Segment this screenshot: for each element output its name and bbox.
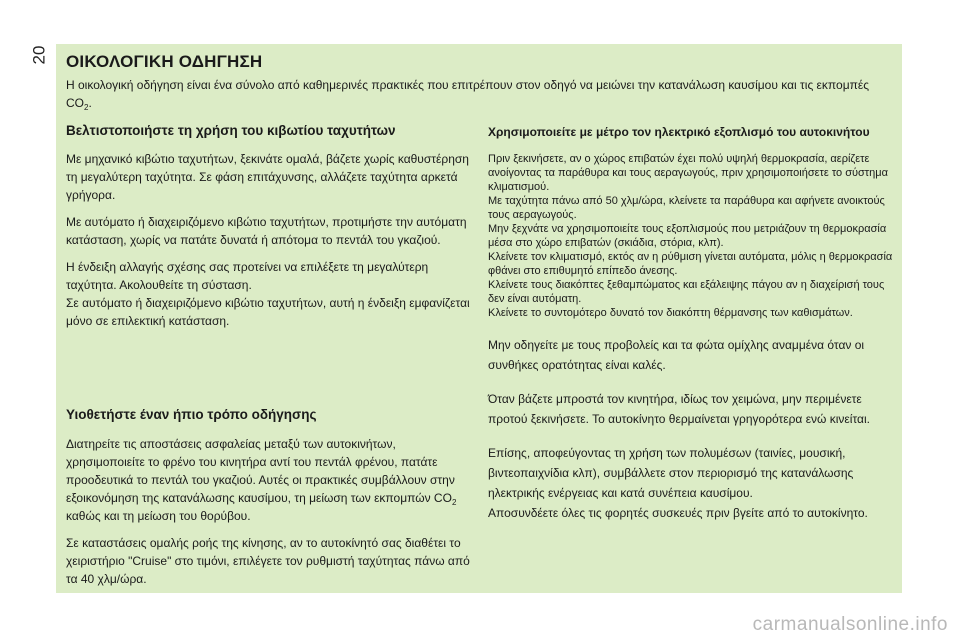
equipment-heading: Χρησιμοποιείτε με μέτρο τον ηλεκτρικό εξοπλισμό του αυτοκινήτου	[488, 125, 870, 139]
content-panel	[56, 44, 902, 593]
equipment-line: Μην ξεχνάτε να χρησιμοποιείτε τους εξοπλισμούς που μετριάζουν τη θερμοκρασία μέσα στο χώρο επιβατών (σκιάδια, στόρια, κλπ).	[488, 223, 887, 249]
driving-section	[66, 435, 471, 597]
equipment-line: Με ταχύτητα πάνω από 50 χλμ/ώρα, κλείνετε τα παράθυρα και αφήνετε ανοικτούς τους αεραγωγούς.	[488, 195, 885, 221]
driving-paragraph-1	[66, 435, 471, 525]
intro-end: .	[88, 96, 92, 110]
driving-paragraph-1-end: καθώς και τη μείωση του θορύβου.	[66, 509, 251, 523]
watermark: carmanualsonline.info	[752, 614, 948, 635]
headlights-paragraph: Μην οδηγείτε με τους προβολείς και τα φώτα ομίχλης αναμμένα όταν οι συνθήκες ορατότητας είναι καλές.	[488, 338, 865, 372]
devices-paragraph: Αποσυνδέετε όλες τις φορητές συσκευές πριν βγείτε από το αυτοκίνητο.	[488, 506, 868, 520]
driving-paragraph-1-subscript: 2	[451, 498, 457, 507]
equipment-line: Κλείνετε τον κλιματισμό, εκτός αν η ρύθμιση γίνεται αυτόματα, μόλις η θερμοκρασία φθάνει στο επιθυμητό επίπεδο άνεσης.	[488, 251, 893, 277]
page-number: 20	[29, 45, 49, 65]
right-paragraphs	[488, 335, 896, 523]
driving-paragraph-2: Σε καταστάσεις ομαλής ροής της κίνησης, αν το αυτοκίνητό σας διαθέτει το χειριστήριο "Cruise" στο τιμόνι, επιλέγετε τον ρυθμιστή ταχύτητας πάνω από τα 40 χλμ/ώρα.	[66, 536, 470, 586]
gearbox-section	[66, 150, 471, 330]
page-title: ΟΙΚΟΛΟΓΙΚΗ ΟΔΗΓΗΣΗ	[66, 52, 263, 71]
intro-paragraph	[66, 76, 896, 112]
gearbox-paragraph-2: Με αυτόματο ή διαχειριζόμενο κιβώτιο ταχυτήτων, προτιμήστε την αυτόματη κατάσταση, χωρίς να πατάτε δυνατά ή απότομα το πεντάλ του γκαζιού.	[66, 215, 467, 247]
equipment-line: Κλείνετε το συντομότερο δυνατό τον διακόπτη θέρμανσης των καθισμάτων.	[488, 307, 853, 319]
equipment-list	[488, 152, 896, 320]
engine-paragraph: Όταν βάζετε μπροστά τον κινητήρα, ιδίως τον χειμώνα, μην περιμένετε προτού ξεκινήσετε. Το αυτοκίνητο θερμαίνεται γρηγορότερα ενώ κινείται.	[488, 392, 870, 426]
intro-subscript: 2	[84, 103, 89, 112]
driving-paragraph-1-text: Διατηρείτε τις αποστάσεις ασφαλείας μεταξύ των αυτοκινήτων, χρησιμοποιείτε το φρένο του κινητήρα αντί του πεντάλ φρένου, πατάτε προοδευτικά το πεντάλ του γκαζιού. Αυτές οι πρακτικές συμβάλλουν στην εξοικονόμηση της κατανάλωσης καυσίμου, τη μείωση των εκπομπών CO	[66, 437, 455, 505]
gearbox-paragraph-1: Με μηχανικό κιβώτιο ταχυτήτων, ξεκινάτε ομαλά, βάζετε χωρίς καθυστέρηση τη μεγαλύτερη ταχύτητα. Σε φάση επιτάχυνσης, αλλάζετε ταχύτητα αρκετά γρήγορα.	[66, 152, 469, 202]
multimedia-paragraph: Επίσης, αποφεύγοντας τη χρήση των πολυμέσων (ταινίες, μουσική, βιντεοπαιχνίδια κλπ), συμβάλλετε στον περιορισμό της κατανάλωσης ηλεκτρικής ενέργειας και κατά συνέπεια καυσίμου.	[488, 446, 854, 500]
gearbox-paragraph-3a: Η ένδειξη αλλαγής σχέσης σας προτείνει να επιλέξετε τη μεγαλύτερη ταχύτητα. Ακολουθείτε τη σύσταση.	[66, 260, 429, 292]
intro-text: Η οικολογική οδήγηση είναι ένα σύνολο από καθημερινές πρακτικές που επιτρέπουν στον οδηγό να μειώνει την κατανάλωση καυσίμου και τις εκπομπές CO	[66, 78, 870, 110]
driving-heading: Υιοθετήστε έναν ήπιο τρόπο οδήγησης	[66, 407, 317, 422]
equipment-line: Κλείνετε τους διακόπτες ξεθαμπώματος και εξάλειψης πάγου αν η διαχείρισή τους δεν είναι αυτόματη.	[488, 279, 885, 305]
gearbox-heading: Βελτιστοποιήστε τη χρήση του κιβωτίου ταχυτήτων	[66, 123, 396, 138]
equipment-line: Πριν ξεκινήσετε, αν ο χώρος επιβατών έχει πολύ υψηλή θερμοκρασία, αερίζετε ανοίγοντας τα παράθυρα και τους αεραγωγούς, πριν χρησιμοποιήσετε το σύστημα κλιματισμού.	[488, 153, 888, 193]
gearbox-paragraph-3b: Σε αυτόματο ή διαχειριζόμενο κιβώτιο ταχυτήτων, αυτή η ένδειξη εμφανίζεται μόνο σε επιλεκτική κατάσταση.	[66, 296, 470, 328]
